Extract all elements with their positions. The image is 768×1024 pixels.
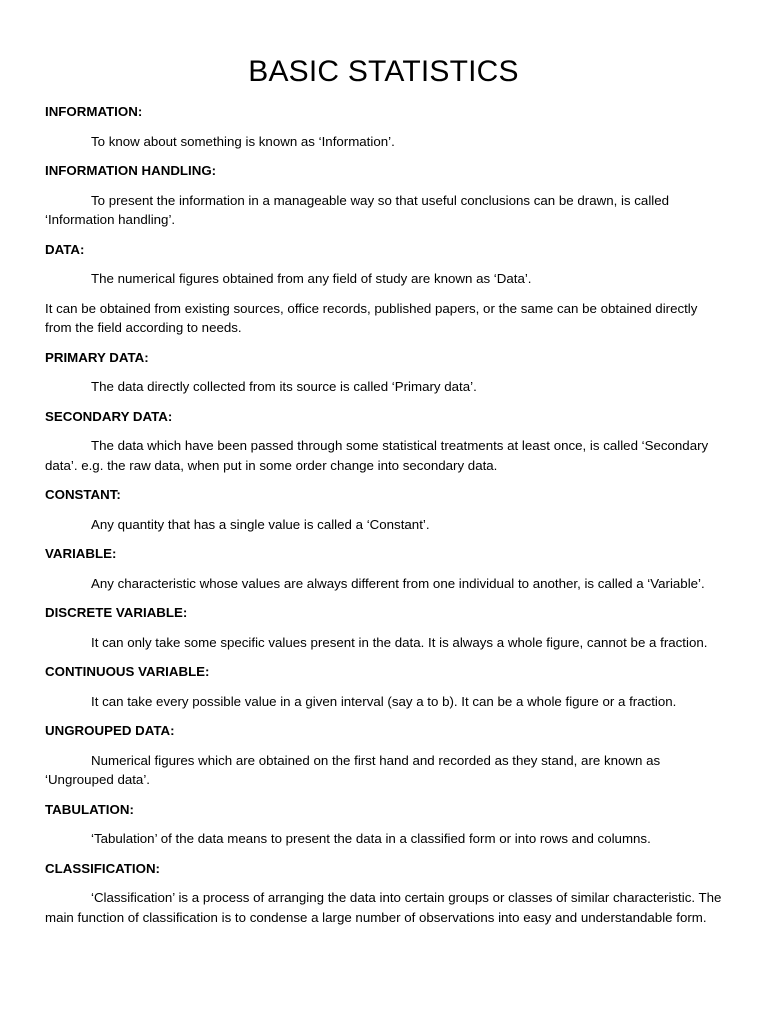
section-heading: SECONDARY DATA: — [45, 408, 173, 424]
section-heading: DATA: — [45, 241, 85, 257]
section-heading: CONSTANT: — [45, 487, 121, 502]
section-discrete-variable — [45, 603, 722, 662]
section-heading: TABULATION: — [45, 801, 134, 817]
section-information — [45, 102, 722, 161]
section-heading: PRIMARY DATA: — [45, 349, 149, 365]
section-heading: VARIABLE: — [45, 546, 117, 561]
section-continuous-variable — [45, 662, 722, 721]
section-ungrouped-data — [45, 721, 722, 800]
section-heading: CONTINUOUS VARIABLE: — [45, 664, 210, 679]
section-heading: DISCRETE VARIABLE: — [45, 605, 188, 620]
section-classification — [45, 859, 722, 928]
section-heading: INFORMATION: — [45, 104, 143, 119]
section-paragraph: Any characteristic whose values are always different from one individual to another, is called a ‘Variable’. — [91, 575, 705, 591]
section-paragraph: The numerical figures obtained from any field of study are known as ‘Data’. — [91, 271, 532, 286]
section-heading: UNGROUPED DATA: — [45, 723, 175, 738]
section-paragraph: ‘Tabulation’ of the data means to present the data in a classified form or into rows and columns. — [91, 831, 651, 846]
section-paragraph: Numerical figures which are obtained on the first hand and recorded as they stand, are known as ‘Ungrouped data’. — [45, 752, 661, 787]
section-paragraph: Any quantity that has a single value is called a ‘Constant’. — [91, 516, 430, 532]
section-paragraph: To present the information in a manageable way so that useful conclusions can be drawn, is called ‘Information handling’. — [45, 192, 670, 227]
section-primary-data — [45, 348, 722, 407]
section-paragraph: It can only take some specific values present in the data. It is always a whole figure, cannot be a fraction. — [91, 634, 708, 650]
section-heading: INFORMATION HANDLING: — [45, 163, 217, 178]
page-title: BASIC STATISTICS — [248, 55, 519, 88]
section-information-handling — [45, 161, 722, 240]
section-paragraph: It can be obtained from existing sources, office records, published papers, or the same can be obtained directly from the field according to needs. — [45, 300, 698, 335]
section-paragraph: ‘Classification’ is a process of arranging the data into certain groups or classes of similar characteristic. The main function of classification is to condense a large number of observations into easy and understandable form. — [45, 890, 722, 925]
section-tabulation — [45, 800, 722, 859]
section-variable — [45, 544, 722, 603]
section-constant — [45, 485, 722, 544]
section-paragraph: The data which have been passed through some statistical treatments at least once, is called ‘Secondary data’. e.g. the raw data, when put in some order change into secondary data. — [45, 438, 709, 473]
section-secondary-data — [45, 407, 722, 486]
section-paragraph: To know about something is known as ‘Information’. — [91, 133, 395, 149]
section-paragraph: It can take every possible value in a given interval (say a to b). It can be a whole figure or a fraction. — [91, 693, 677, 709]
document-body — [45, 102, 722, 927]
section-paragraph: The data directly collected from its source is called ‘Primary data’. — [91, 379, 477, 394]
section-data — [45, 240, 722, 348]
section-heading: CLASSIFICATION: — [45, 860, 160, 876]
